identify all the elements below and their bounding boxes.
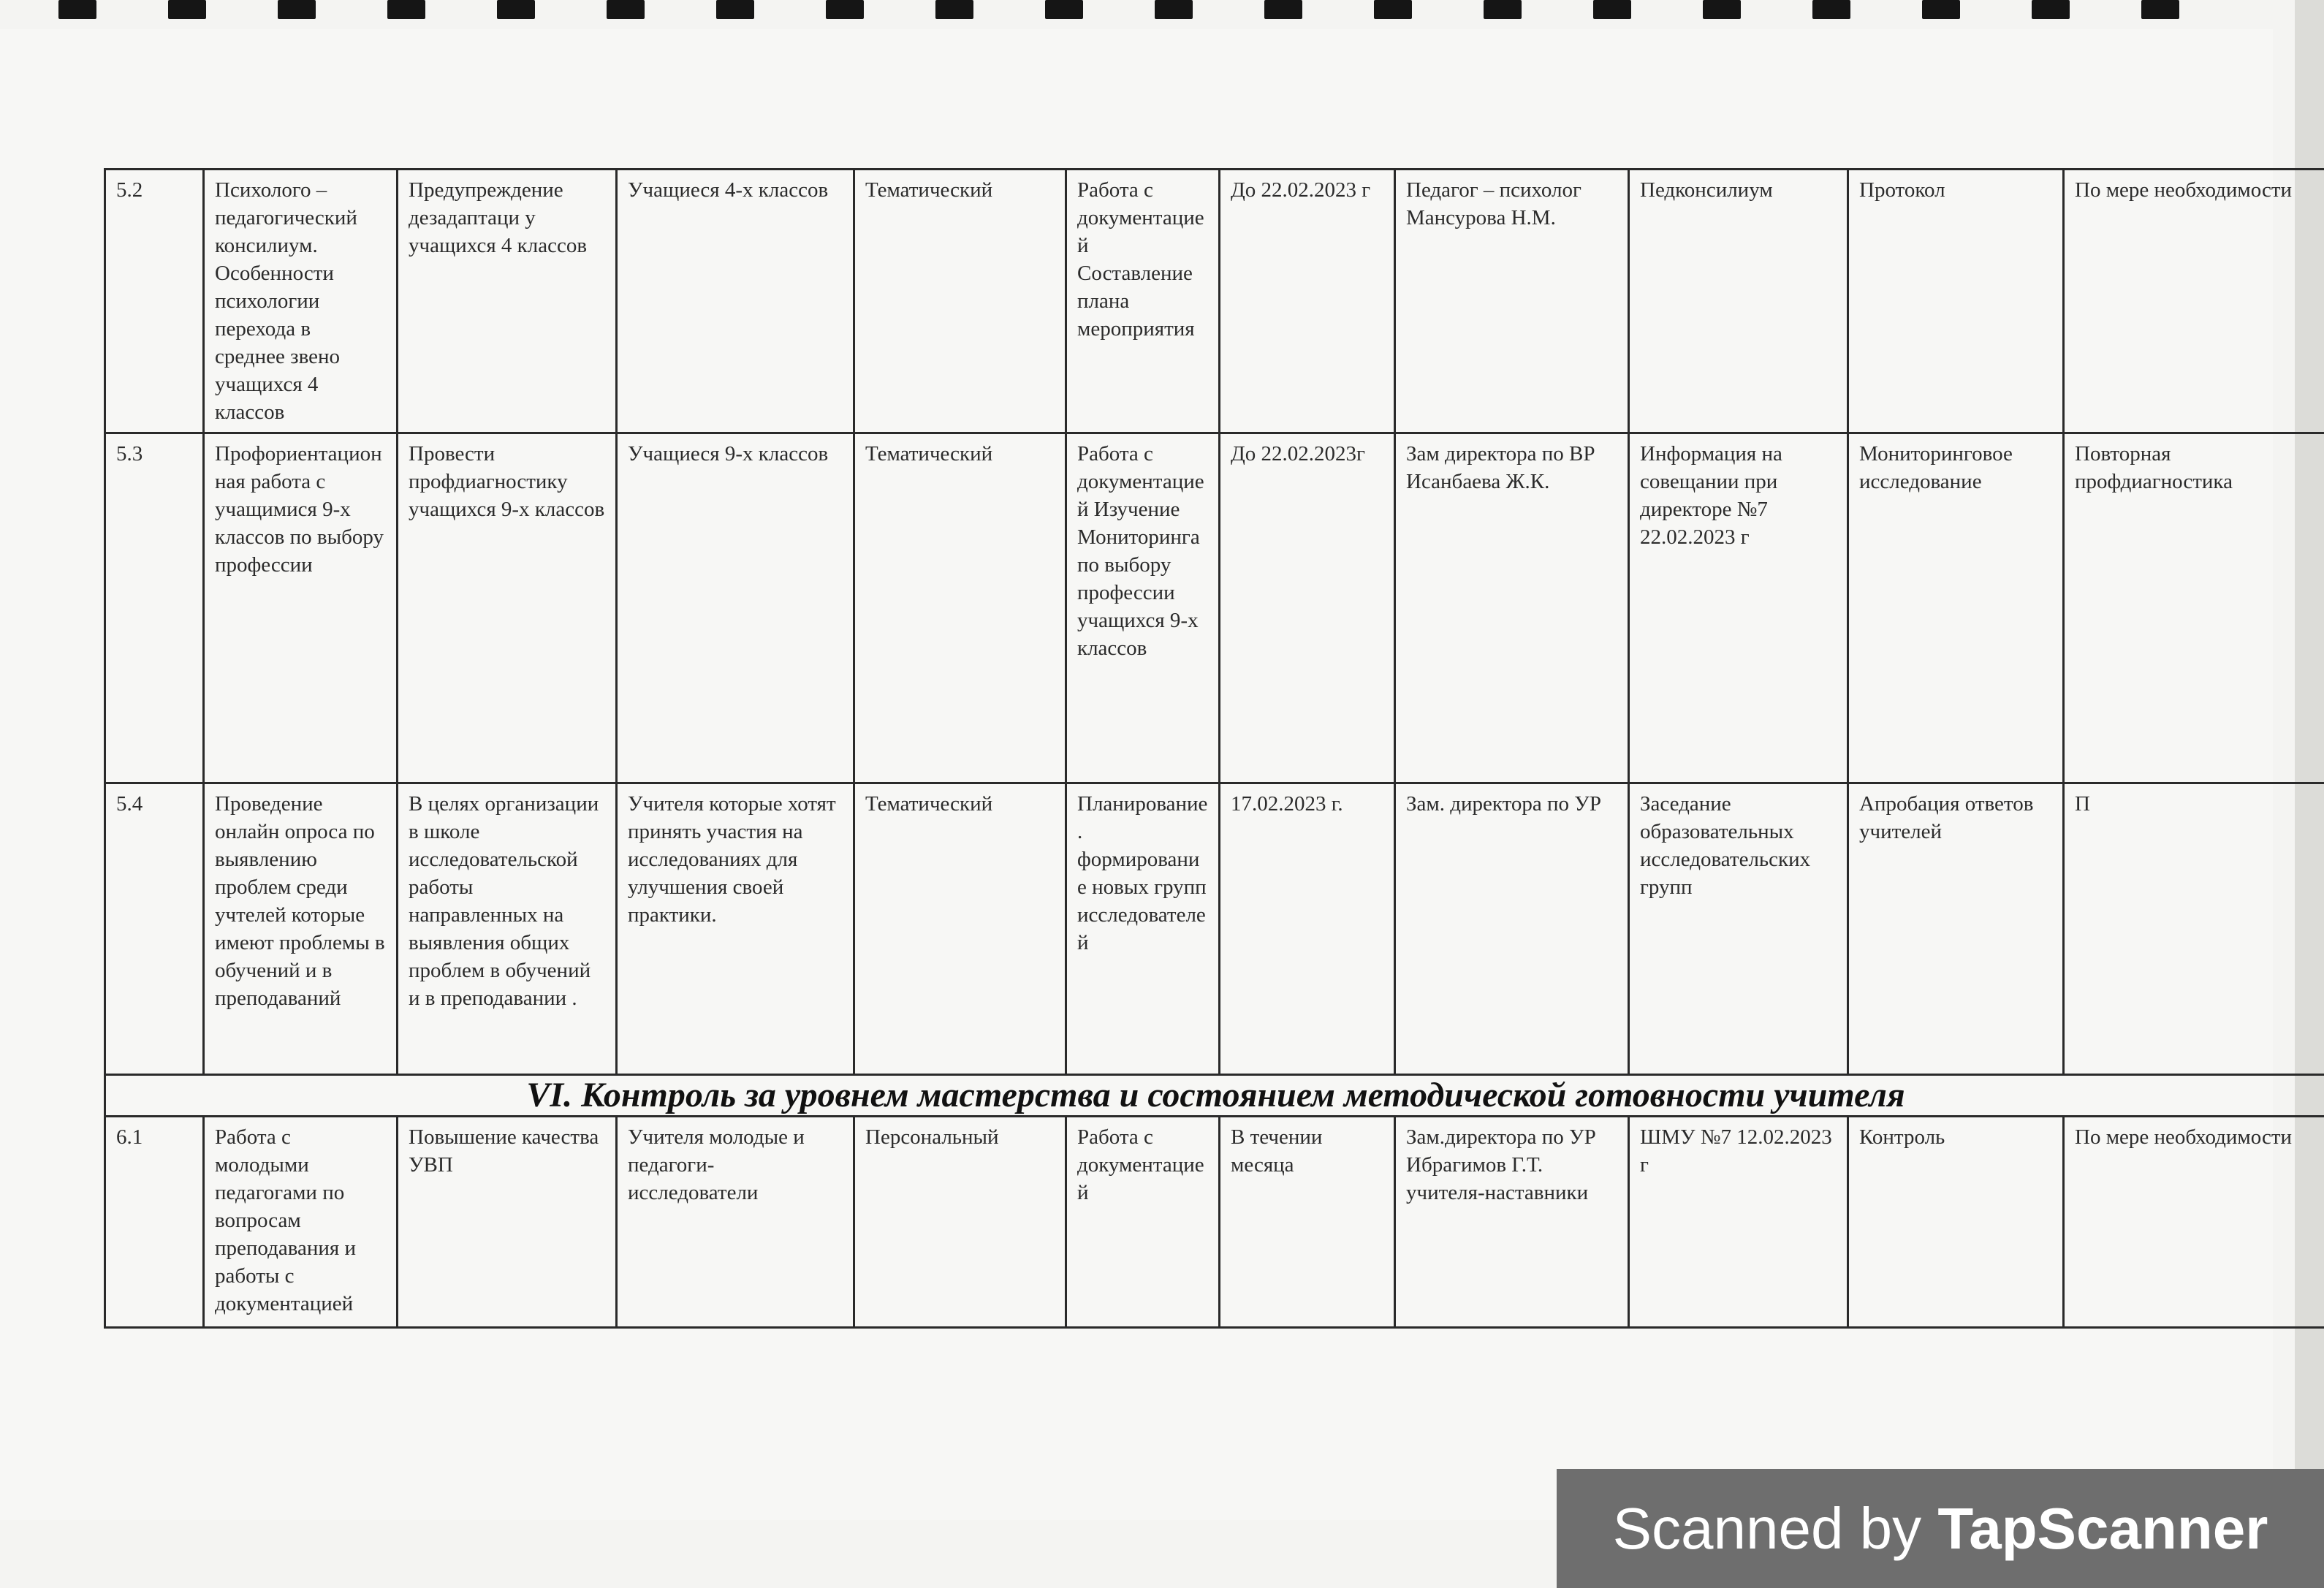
scanner-watermark bbox=[1557, 1469, 2324, 1588]
watermark-brand: TapScanner bbox=[1937, 1496, 2268, 1561]
control-object: Учителя молодые и педагоги-исследователи bbox=[617, 1117, 854, 1328]
control-responsible: Зам.директора по УР Ибрагимов Г.Т. учителя-наставники bbox=[1395, 1117, 1629, 1328]
control-review: ШМУ №7 12.02.2023 г bbox=[1629, 1117, 1848, 1328]
table-row bbox=[105, 433, 2324, 783]
control-type: Тематический bbox=[854, 170, 1066, 433]
row-number: 5.4 bbox=[105, 783, 204, 1075]
control-decision: По мере необходимости bbox=[2064, 170, 2324, 433]
control-object: Учащиеся 9-х классов bbox=[617, 433, 854, 783]
control-decision: По мере необходимости bbox=[2064, 1117, 2324, 1328]
control-review: Педконсилиум bbox=[1629, 170, 1848, 433]
control-topic: Профориентационная работа с учащимися 9-х классов по выбору профессии bbox=[204, 433, 398, 783]
control-result: Апробация ответов учителей bbox=[1848, 783, 2064, 1075]
section-title: VI. Контроль за уровнем мастерства и состоянием методической готовности учителя bbox=[105, 1075, 2324, 1117]
control-deadline: До 22.02.2023 г bbox=[1220, 170, 1395, 433]
control-topic: Проведение онлайн опроса по выявлению проблем среди учтелей которые имеют проблемы в обучений и в преподаваний bbox=[204, 783, 398, 1075]
control-type: Тематический bbox=[854, 433, 1066, 783]
watermark-prefix: Scanned by bbox=[1612, 1496, 1938, 1561]
control-deadline: В течении месяца bbox=[1220, 1117, 1395, 1328]
row-number: 6.1 bbox=[105, 1117, 204, 1328]
control-object: Учащиеся 4-х классов bbox=[617, 170, 854, 433]
control-topic: Психолого – педагогический консилиум. Особенности психологии перехода в среднее звено учащихся 4 классов bbox=[204, 170, 398, 433]
control-method: Планирование . формирование новых групп исследователей bbox=[1066, 783, 1220, 1075]
control-result: Протокол bbox=[1848, 170, 2064, 433]
control-plan-table bbox=[104, 168, 2324, 1329]
control-decision: Повторная профдиагностика bbox=[2064, 433, 2324, 783]
spiral-binding bbox=[29, 0, 2280, 32]
row-number: 5.3 bbox=[105, 433, 204, 783]
table-row bbox=[105, 1117, 2324, 1328]
control-review: Информация на совещании при директоре №7 22.02.2023 г bbox=[1629, 433, 1848, 783]
section-header-row bbox=[105, 1075, 2324, 1117]
control-decision: П bbox=[2064, 783, 2324, 1075]
control-deadline: 17.02.2023 г. bbox=[1220, 783, 1395, 1075]
row-number: 5.2 bbox=[105, 170, 204, 433]
control-responsible: Зам директора по ВР Исанбаева Ж.К. bbox=[1395, 433, 1629, 783]
control-type: Тематический bbox=[854, 783, 1066, 1075]
control-goal: В целях организации в школе исследовательской работы направленных на выявления общих проблем в обучений и в преподавании . bbox=[398, 783, 617, 1075]
control-method: Работа с документацией Изучение Мониторинга по выбору профессии учащихся 9-х классов bbox=[1066, 433, 1220, 783]
control-method: Работа с документацией bbox=[1066, 1117, 1220, 1328]
control-method: Работа с документацией Составление плана мероприятия bbox=[1066, 170, 1220, 433]
control-responsible: Зам. директора по УР bbox=[1395, 783, 1629, 1075]
control-review: Заседание образовательных исследовательских групп bbox=[1629, 783, 1848, 1075]
control-deadline: До 22.02.2023г bbox=[1220, 433, 1395, 783]
control-result: Мониторинговое исследование bbox=[1848, 433, 2064, 783]
control-object: Учителя которые хотят принять участия на исследованиях для улучшения своей практики. bbox=[617, 783, 854, 1075]
table-row bbox=[105, 783, 2324, 1075]
control-goal: Предупреждение дезадаптаци у учащихся 4 классов bbox=[398, 170, 617, 433]
control-result: Контроль bbox=[1848, 1117, 2064, 1328]
control-goal: Повышение качества УВП bbox=[398, 1117, 617, 1328]
table-row bbox=[105, 170, 2324, 433]
control-responsible: Педагог – психолог Мансурова Н.М. bbox=[1395, 170, 1629, 433]
control-type: Персональный bbox=[854, 1117, 1066, 1328]
control-goal: Провести профдиагностику учащихся 9-х классов bbox=[398, 433, 617, 783]
control-topic: Работа с молодыми педагогами по вопросам преподавания и работы с документацией bbox=[204, 1117, 398, 1328]
